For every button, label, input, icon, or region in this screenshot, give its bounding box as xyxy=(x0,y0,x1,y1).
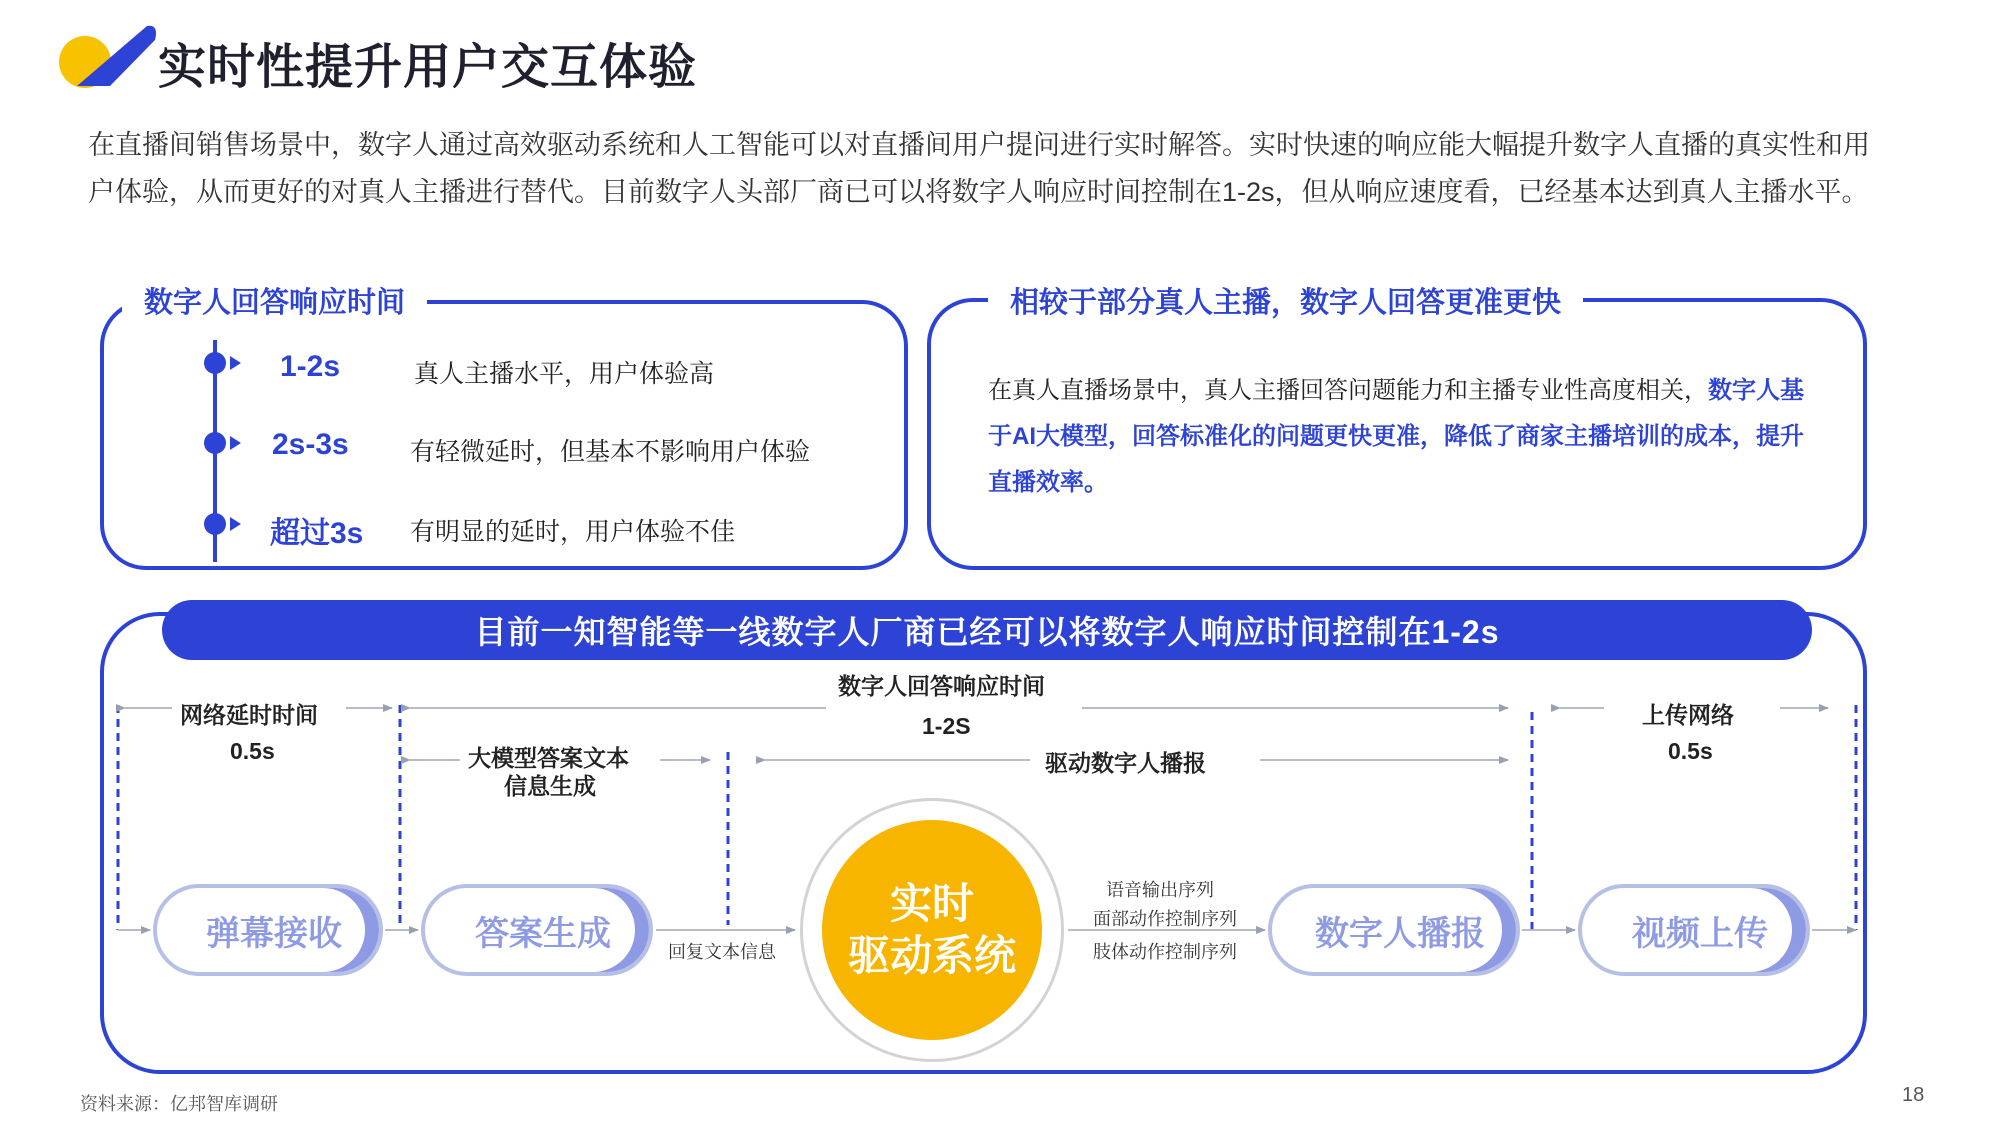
center-system-core xyxy=(822,820,1042,1040)
node-label: 弹幕接收 xyxy=(206,914,342,953)
node-answer-gen xyxy=(421,884,653,976)
upload-value: 0.5s xyxy=(1668,738,1713,764)
node-video-upload xyxy=(1578,884,1810,976)
network-delay-value: 0.5s xyxy=(230,738,275,764)
node-label: 视频上传 xyxy=(1632,914,1768,953)
output-label: 面部动作控制序列 xyxy=(1093,909,1237,929)
answer-gen-label-2: 信息生成 xyxy=(504,773,596,799)
node-danmu-receive xyxy=(153,884,383,976)
page-title: 实时性提升用户交互体验 xyxy=(158,41,698,94)
center-system-line2: 驱动系统 xyxy=(847,932,1016,979)
timeline-value: 超过3s xyxy=(270,517,364,550)
output-label: 语音输出序列 xyxy=(1106,880,1214,900)
center-system-line1: 实时 xyxy=(889,880,974,927)
answer-gen-label: 大模型答案文本 xyxy=(468,745,629,771)
node-label: 答案生成 xyxy=(475,914,611,953)
timeline-value: 1-2s xyxy=(280,350,341,383)
response-time-panel-title: 数字人回答响应时间 xyxy=(122,280,427,321)
summary-banner: 目前一知智能等一线数字人厂商已经可以将数字人响应时间控制在1-2s xyxy=(162,600,1812,660)
timeline-value: 2s-3s xyxy=(272,428,349,461)
comparison-body-highlight: 数字人基于AI大模型，回答标准化的问题更快更准，降低了商家主播培训的成本，提升直播效率。 xyxy=(988,377,1804,496)
reply-text-label: 回复文本信息 xyxy=(668,942,776,962)
response-time-value: 1-2S xyxy=(922,713,971,739)
upload-label: 上传网络 xyxy=(1642,702,1734,728)
timeline-desc: 有明显的延时，用户体验不佳 xyxy=(410,518,736,546)
response-time-label: 数字人回答响应时间 xyxy=(838,673,1045,699)
source-note: 资料来源：亿邦智库调研 xyxy=(80,1094,278,1114)
drive-label: 驱动数字人播报 xyxy=(1045,750,1206,776)
node-digital-human-broadcast xyxy=(1268,884,1520,976)
network-delay-label: 网络延时时间 xyxy=(180,702,318,728)
comparison-body-plain: 在真人直播场景中，真人主播回答问题能力和主播专业性高度相关， xyxy=(988,377,1708,404)
output-label: 肢体动作控制序列 xyxy=(1093,942,1237,962)
timeline-desc: 有轻微延时，但基本不影响用户体验 xyxy=(410,438,811,466)
intro-paragraph: 在直播间销售场景中，数字人通过高效驱动系统和人工智能可以对直播间用户提问进行实时解答。实时快速的响应能大幅提升数字人直播的真实性和用户体验，从而更好的对真人主播进行替代。目前数字人头部厂商已可以将数字人响应时间控制在1-2s，但从响应速度看，已经基本达到真人主播水平。 xyxy=(88,130,1870,207)
timeline-desc: 真人主播水平，用户体验高 xyxy=(414,360,715,388)
node-label: 数字人播报 xyxy=(1315,914,1485,953)
page-number: 18 xyxy=(1902,1084,1925,1106)
comparison-panel-title: 相较于部分真人主播，数字人回答更准更快 xyxy=(988,280,1583,321)
